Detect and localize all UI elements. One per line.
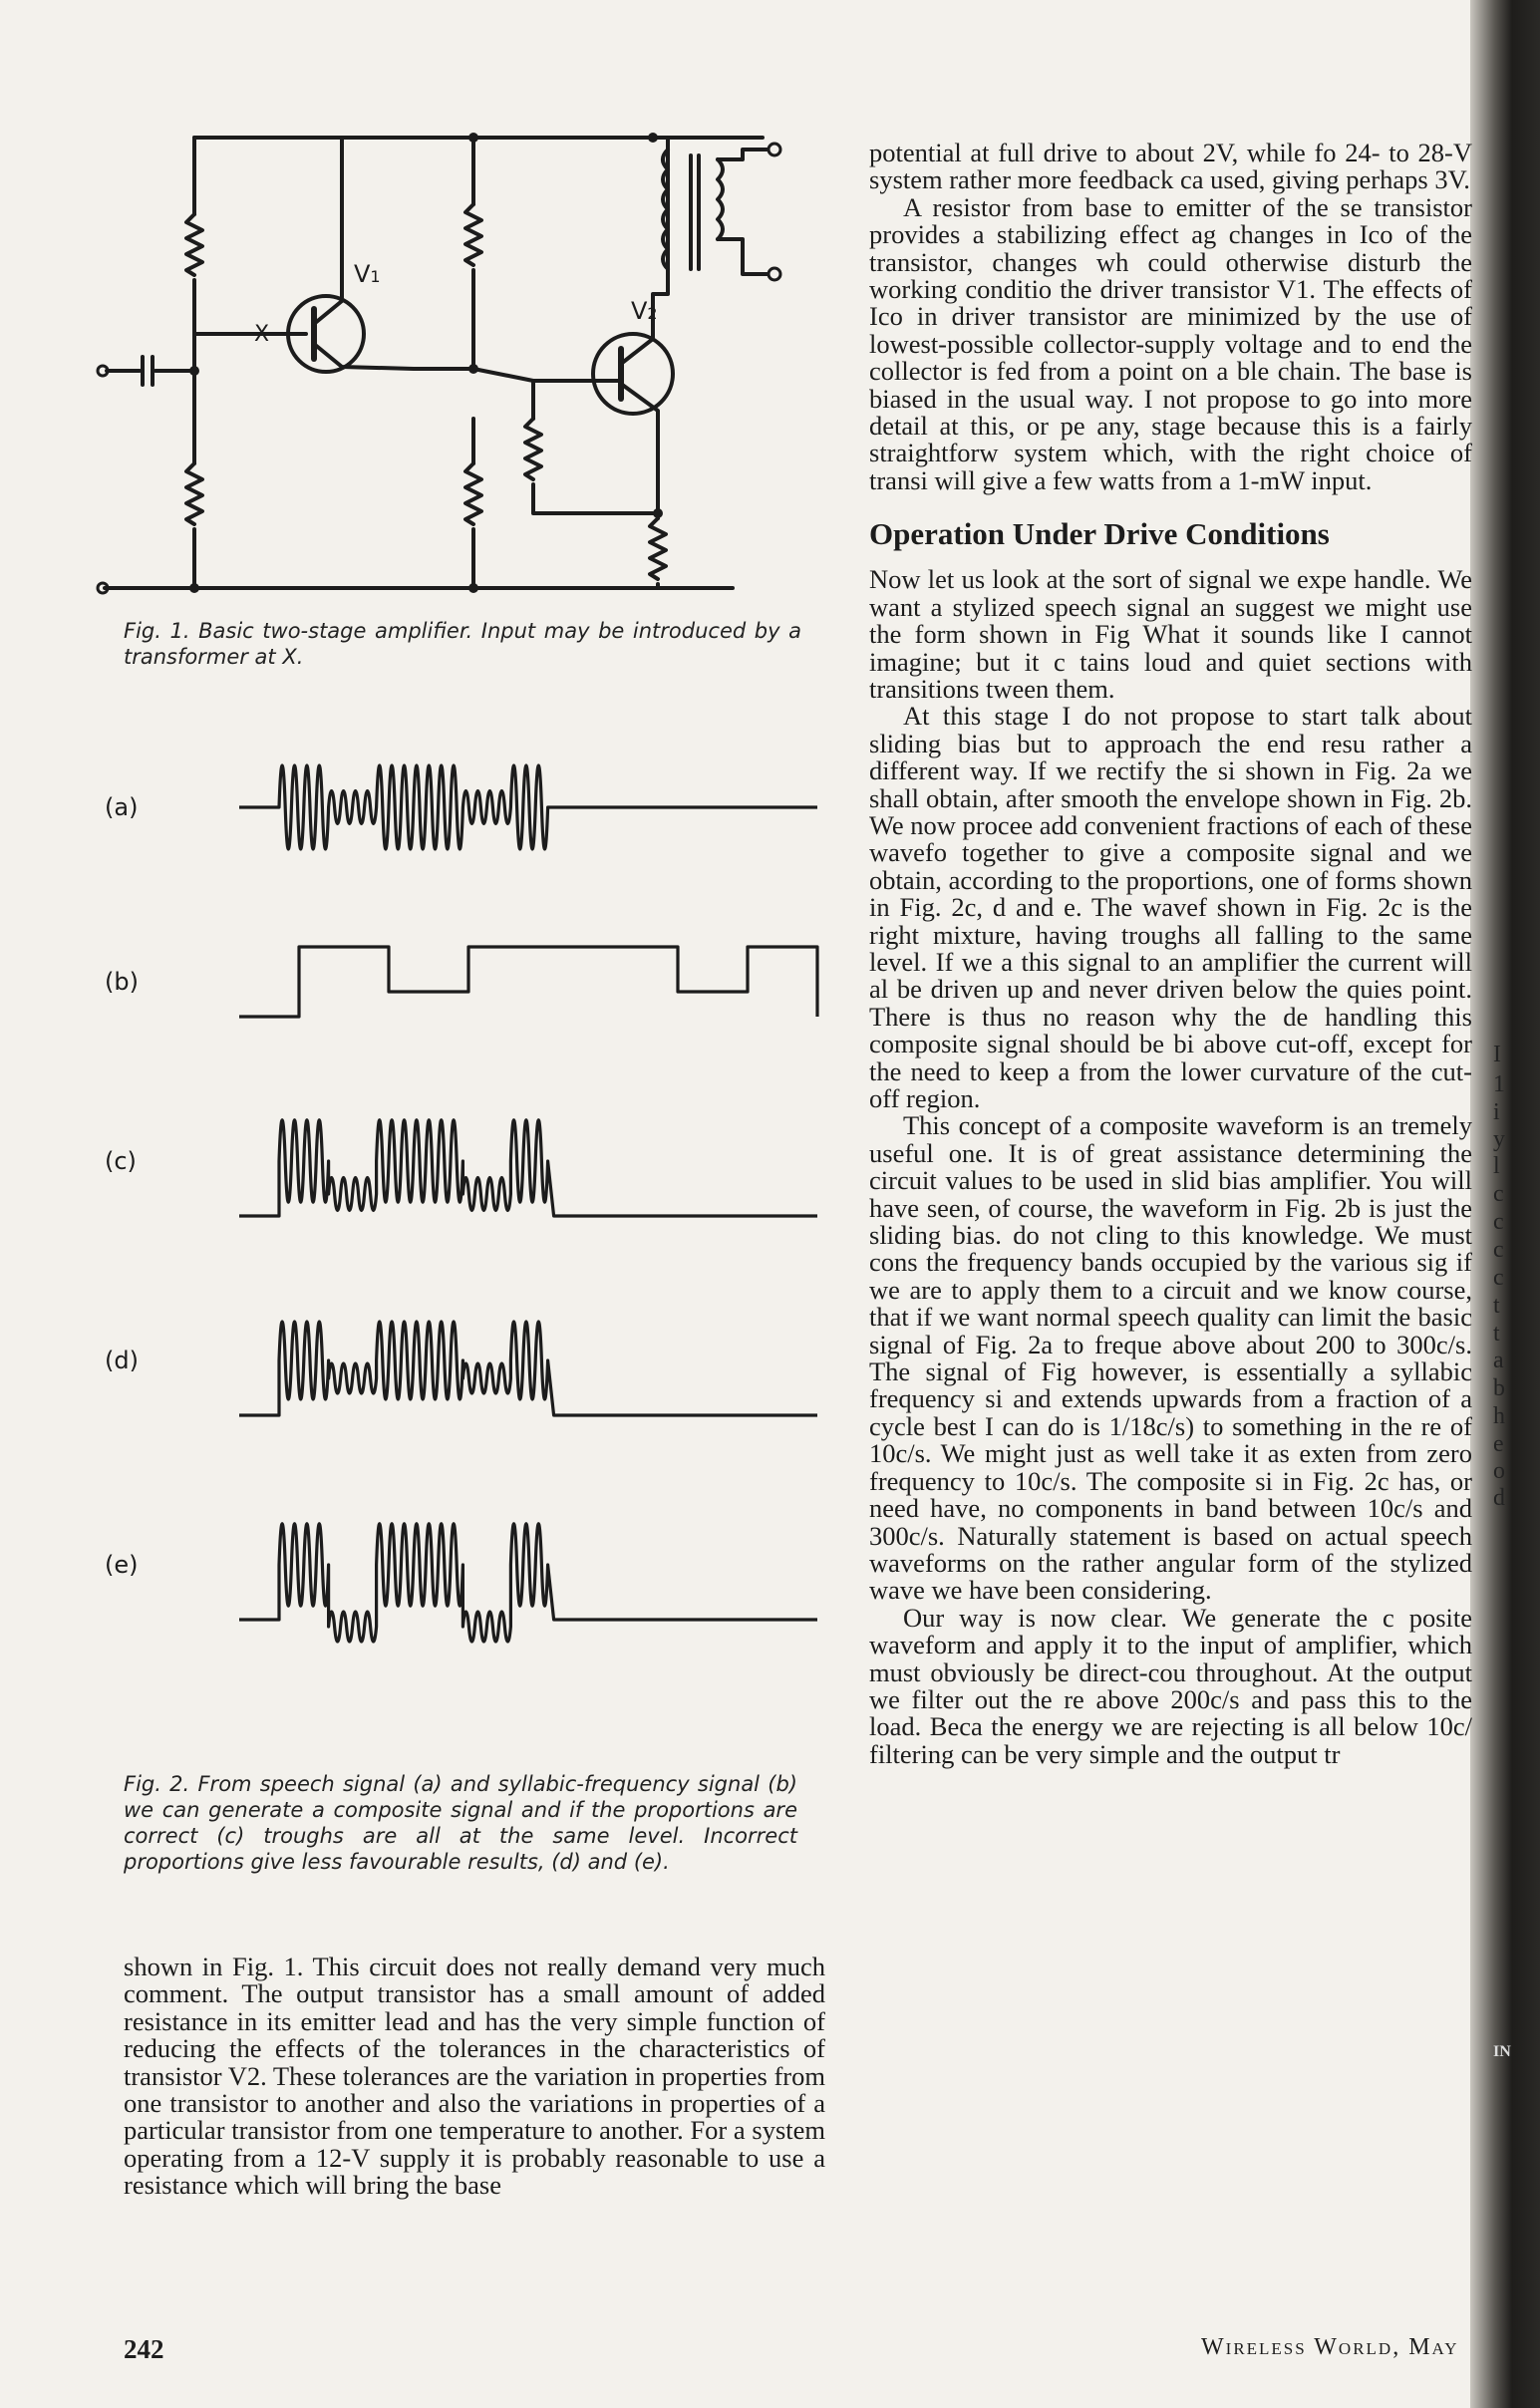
margin-letter: I — [1493, 1042, 1501, 1067]
waveform-e — [239, 1524, 817, 1642]
figure-1-circuit — [95, 120, 812, 608]
margin-letter: d — [1493, 1485, 1505, 1511]
margin-letter: c — [1493, 1237, 1504, 1263]
waveform-label: (a) — [105, 793, 139, 821]
margin-letter: y — [1493, 1126, 1505, 1152]
margin-letter: 1 — [1493, 1071, 1505, 1097]
margin-letter: o — [1493, 1458, 1505, 1484]
margin-letter: c — [1493, 1181, 1504, 1207]
figure-1-caption: Fig. 1. Basic two-stage amplifier. Input may be introduced by a transformer at X. — [124, 619, 801, 669]
waveform-label: (e) — [105, 1551, 139, 1579]
margin-letter: h — [1493, 1403, 1505, 1429]
left-paragraph: shown in Fig. 1. This circuit does not really demand very much comment. The output transistor has a small amount of added resistance in its emitter lead and has the very simple function of reducing the effects of the tolerances in the characteristics of transistor V2. These tolerances are the variation in properties from one transistor to another and also the variations in properties of a particular transistor from one temperature to another. For a system operating from a 12-V supply it is probably reasonable to use a resistance which will bring the base — [124, 1952, 825, 2201]
journal-footer: Wireless World, May — [1201, 2334, 1459, 2360]
margin-letter: l — [1493, 1153, 1500, 1179]
figure-2-waveforms — [95, 713, 827, 1724]
margin-letter: i — [1493, 1099, 1500, 1125]
margin-letter: c — [1493, 1265, 1504, 1291]
paragraph-6: Our way is now clear. We generate the c posite waveform and apply it to the input of amplifier, which must obviously be direct-cou throughout. At the output we filter out the re above 200c/s and pass this to the load. Beca the energy we are rejecting is all below 10c/ filtering can be very simple and the output tr — [869, 1602, 1472, 1769]
paragraph-3: Now let us look at the sort of signal we expe handle. We want a stylized speech signal an suggest we might use the form shown in Fig What it sounds like I cannot imagine; but it c tains loud and quiet sections with transitions tween them. — [869, 564, 1472, 704]
paragraph-4: At this stage I do not propose to start talk about sliding bias but to approach the end resu rather a different way. If we rectify the si shown in Fig. 2a we shall obtain, after smooth the envelope shown in Fig. 2b. We now procee add convenient fractions of each of these wavefo together to give a composite signal and we obtain, according to the proportions, one of forms shown in Fig. 2c, d and e. The wavef shown in Fig. 2c is the right mixture, having troughs all falling to the same level. If we a this signal to an amplifier the current will al be driven up and never driven below the quies point. There is thus no reason why the de handling this composite signal should be bi above cut-off, except for the need to keep a from the lower curvature of the cut-off region. — [869, 701, 1472, 1113]
left-column-text — [124, 1954, 825, 2200]
v2-label: V2 — [631, 297, 658, 325]
waveform-d — [239, 1322, 817, 1415]
margin-letter: e — [1493, 1431, 1504, 1457]
margin-letter: a — [1493, 1348, 1504, 1373]
waveform-a — [239, 765, 817, 849]
page-number: 242 — [124, 2334, 164, 2364]
margin-letter: b — [1493, 1375, 1505, 1401]
v1-label: V1 — [354, 260, 381, 288]
waveform-label: (d) — [105, 1347, 139, 1374]
paragraph-5: This concept of a composite waveform is an tremely useful one. It is of great assistance determining the circuit values to be used in slid bias amplifier. You will have seen, of course, the waveform in Fig. 2b is just the sliding bias. do not cling to this knowledge. We must cons the frequency bands occupied by the various sig if we are to apply them to a circuit and we know course, that if we want normal speech quality can limit the basic signal of Fig. 2a to freque above about 200 to 300c/s. The signal of Fig however, is essentially a syllabic frequency si and extends upwards from a fraction of a cycle best I can do is 1/18c/s) to something in the re of 10c/s. We might just as well take it as exten from zero frequency to 10c/s. The composite si in Fig. 2c has, or need have, no components in band between 10c/s and 300c/s. Naturally statement is based on actual speech waveforms on the rather angular form of the stylized wave we have been considering. — [869, 1110, 1472, 1606]
right-column-text — [869, 140, 1472, 1768]
margin-letter: t — [1493, 1321, 1500, 1347]
waveform-label: (c) — [105, 1147, 137, 1175]
waveform-label: (b) — [105, 968, 139, 996]
margin-letter: c — [1493, 1209, 1504, 1235]
waveform-b — [239, 947, 817, 1017]
margin-letter: IN — [1493, 2043, 1511, 2060]
paragraph-2: A resistor from base to emitter of the se transistor provides a stabilizing effect ag changes in Ico of the transistor, changes wh could otherwise disturb the working conditio the driver transistor V1. The effects of Ico in driver transistor are minimized by the use of lowest-possible collector-supply voltage and to end the collector is fed from a point on a ble chain. The base is biased in the usual way. I not propose to go into more detail at this, or pe any, stage because this is a fairly straightforw system which, with the right choice of transi will give a few watts from a 1-mW input. — [869, 191, 1472, 495]
x-label: X — [254, 322, 270, 347]
margin-letter: t — [1493, 1293, 1500, 1319]
paragraph-1: potential at full drive to about 2V, while fo 24- to 28-V system rather more feedback ca used, giving perhaps 3V. — [869, 138, 1472, 195]
waveform-c — [239, 1120, 817, 1216]
section-heading: Operation Under Drive Conditions — [869, 516, 1330, 552]
figure-2-caption: Fig. 2. From speech signal (a) and syllabic-frequency signal (b) we can generate a composite signal and if the proportions are correct (c) troughs are all at the same level. Incorrect proportions give less favourable results, (d) and (e). — [124, 1772, 797, 1874]
